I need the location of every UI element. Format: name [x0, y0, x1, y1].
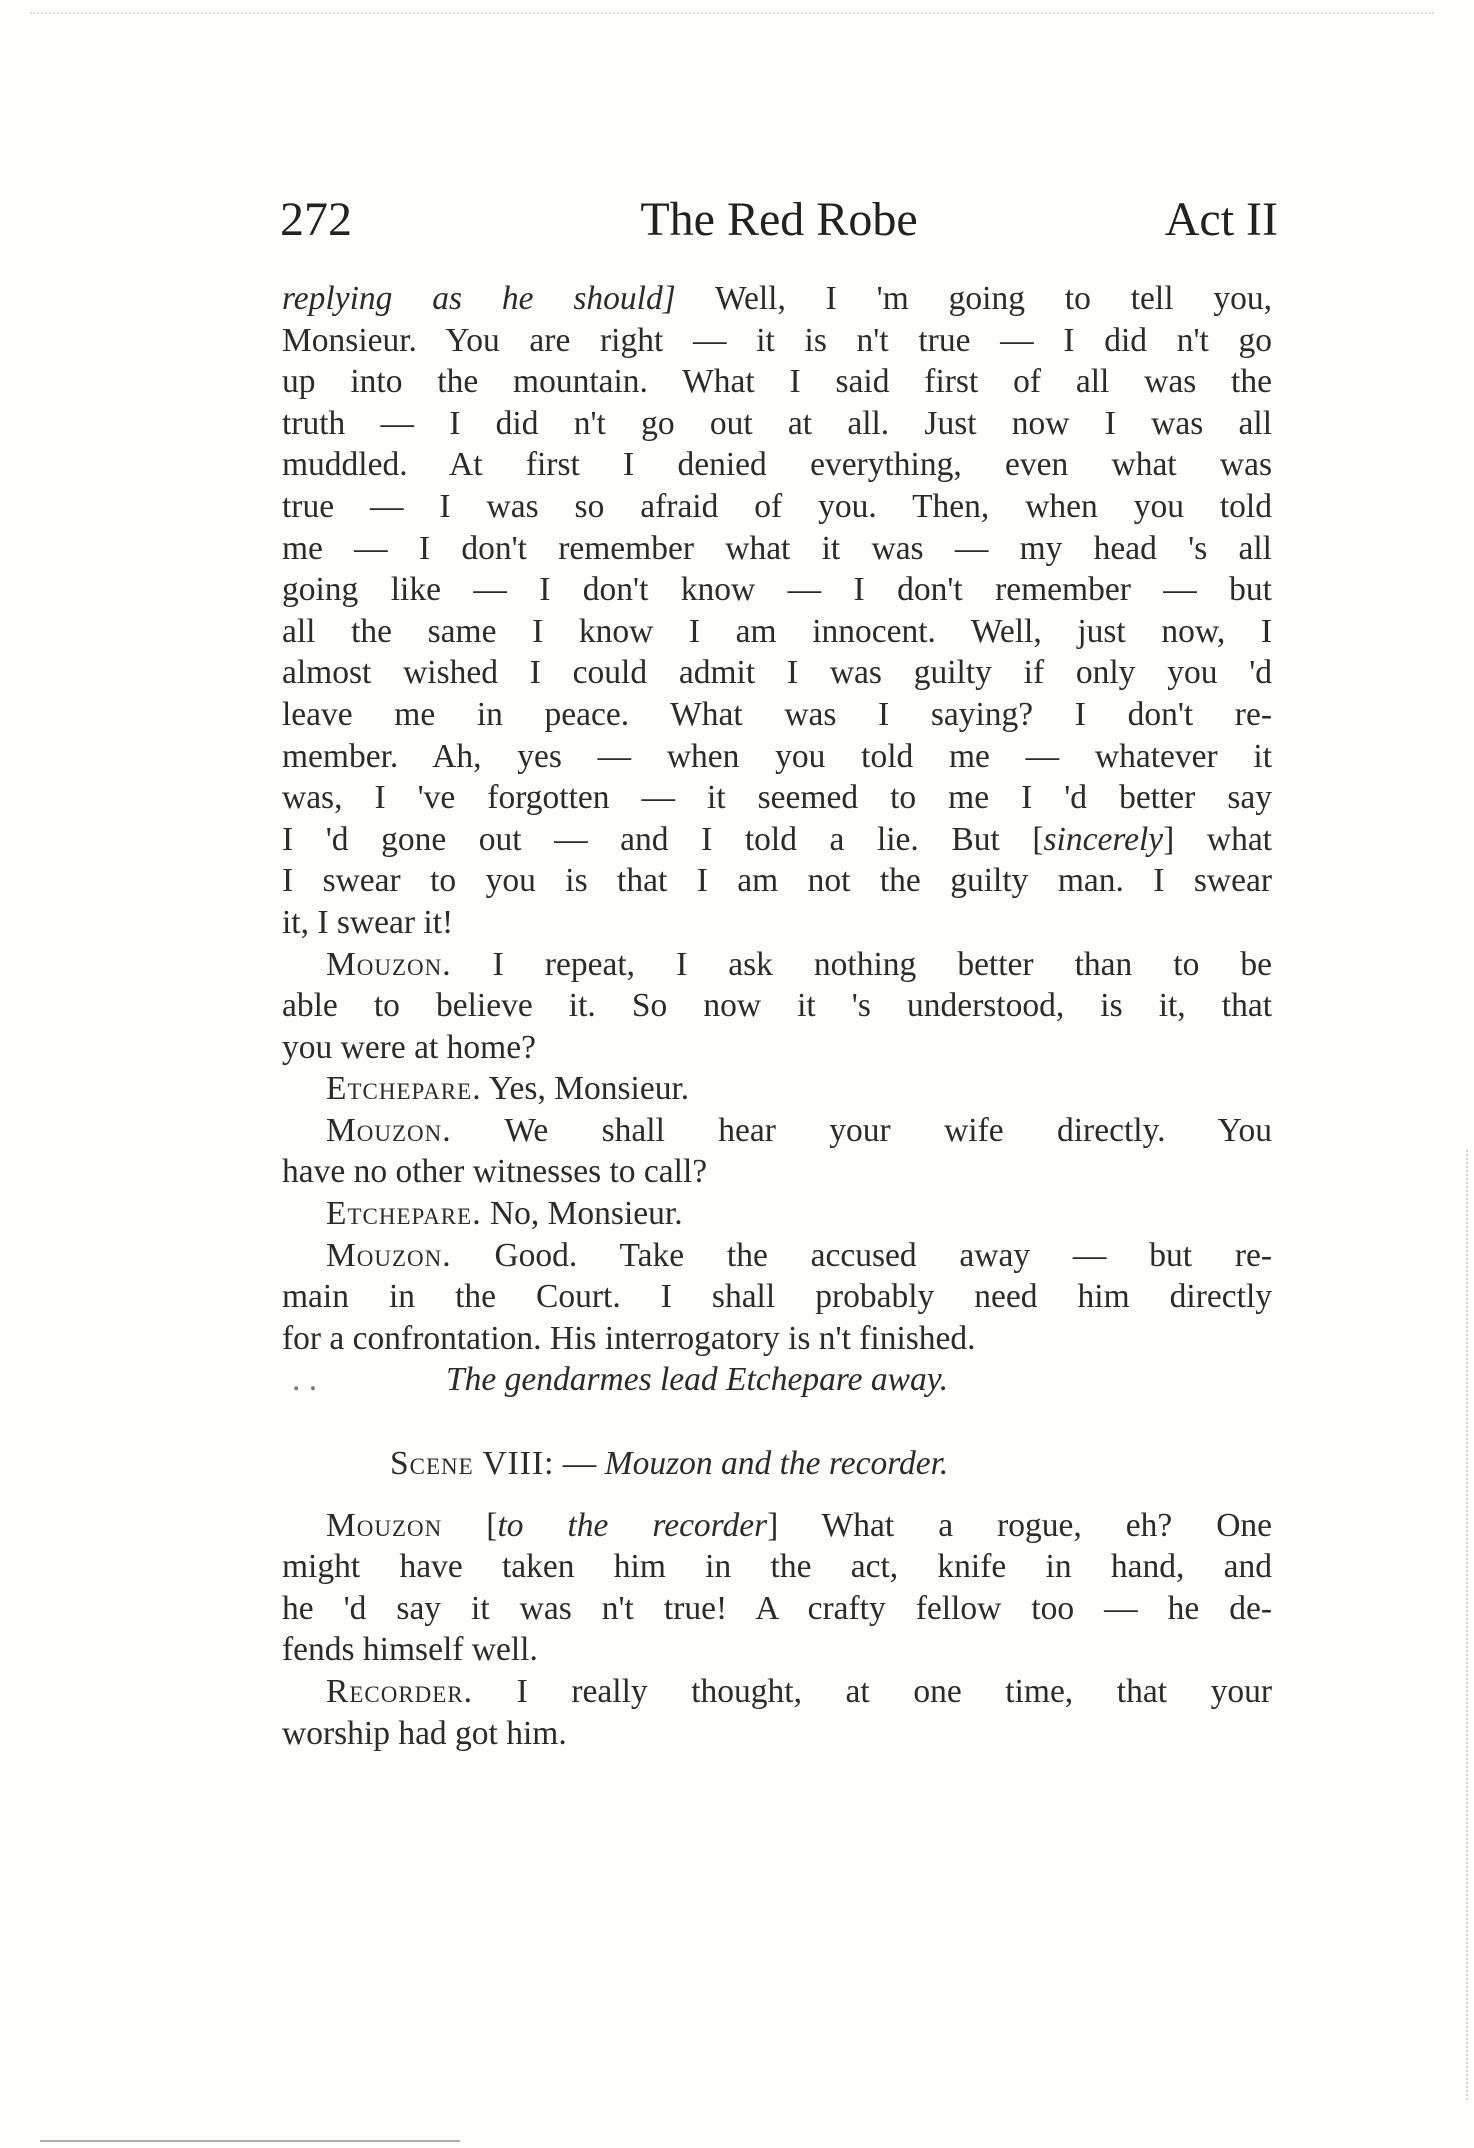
text-line: up into the mountain. What I said first of all was the: [282, 363, 1272, 401]
stage-direction: . . The gendarmes lead Etchepare away.: [282, 1359, 1272, 1401]
text-line: for a confrontation. His interrogatory is n't finished.: [282, 1319, 976, 1357]
page-header: [280, 190, 1278, 250]
running-title: The Red Robe: [640, 193, 918, 246]
text-line: was, I 've forgotten — it seemed to me I 'd better say: [282, 779, 1272, 817]
text-line: Mouzon. I repeat, I ask nothing better than to be: [326, 945, 1272, 983]
speaker-name: Etchepare.: [326, 1070, 482, 1108]
scene-description: Mouzon and the recorder.: [604, 1445, 949, 1483]
text-line: I swear to you is that I am not the guilty man. I swear: [282, 862, 1272, 900]
text-line: muddled. At first I denied everything, even what was: [282, 446, 1272, 484]
act-label: Act II: [1164, 193, 1278, 246]
text-line: main in the Court. I shall probably need him directly: [282, 1278, 1272, 1316]
speaker-name: Etchepare.: [326, 1195, 482, 1233]
text-line: worship had got him.: [282, 1714, 567, 1752]
stage-aside: replying as he should]: [282, 280, 676, 317]
speaker-name: Mouzon.: [326, 1111, 452, 1149]
top-edge-speckle: [30, 12, 1434, 22]
text-line: Mouzon. We shall hear your wife directly. You: [326, 1111, 1272, 1149]
stage-aside: sincerely: [1043, 820, 1164, 858]
text-line: able to believe it. So now it 's understood, is it, that: [282, 987, 1272, 1025]
text-line: replying as he should] Well, I 'm going to tell you,: [282, 280, 1272, 317]
page-number: 272: [280, 193, 352, 246]
text-line: leave me in peace. What was I saying? I don't re-: [282, 695, 1272, 733]
speaker-name: Recorder.: [326, 1673, 474, 1710]
text-line: I 'd gone out — and I told a lie. But [sincerely] what: [282, 820, 1272, 858]
right-edge-speckle: [1460, 1150, 1468, 2100]
text-line: you were at home?: [282, 1028, 536, 1066]
scene-label: Scene VIII:: [390, 1445, 555, 1483]
stray-dots: . .: [292, 1361, 318, 1399]
speaker-name: Mouzon: [326, 1506, 443, 1544]
text-line: me — I don't remember what it was — my head 's all: [282, 529, 1272, 567]
text-line: might have taken him in the act, knife in hand, and: [282, 1548, 1272, 1586]
scene-heading: Scene VIII: — Mouzon and the recorder.: [390, 1445, 949, 1483]
text-line: all the same I know I am innocent. Well, just now, I: [282, 612, 1272, 650]
speaker-name: Mouzon.: [326, 1236, 452, 1274]
text-line: Mouzon. Good. Take the accused away — but re-: [326, 1236, 1272, 1274]
bottom-edge-line: [40, 2140, 460, 2142]
text-line: Etchepare. Yes, Monsieur.: [326, 1070, 690, 1108]
text-line: Mouzon [to the recorder] What a rogue, eh? One: [326, 1506, 1273, 1544]
body-text: [282, 278, 1272, 1754]
text-line: Etchepare. No, Monsieur.: [326, 1195, 683, 1233]
text-line: have no other witnesses to call?: [282, 1153, 708, 1191]
text-line: he 'd say it was n't true! A crafty fellow too — he de-: [282, 1589, 1272, 1627]
text-line: truth — I did n't go out at all. Just now I was all: [282, 404, 1272, 442]
speaker-name: Mouzon.: [326, 945, 452, 983]
text-line: going like — I don't know — I don't remember — but: [282, 571, 1272, 609]
text-line: fends himself well.: [282, 1631, 538, 1669]
text-line: member. Ah, yes — when you told me — whatever it: [282, 737, 1272, 775]
stage-aside: to the recorder: [497, 1506, 768, 1544]
text-line: Recorder. I really thought, at one time, that your: [326, 1673, 1272, 1710]
text-line: true — I was so afraid of you. Then, when you told: [282, 487, 1272, 525]
text-line: it, I swear it!: [282, 903, 454, 941]
text-line: almost wished I could admit I was guilty if only you 'd: [282, 654, 1272, 692]
text-line: Monsieur. You are right — it is n't true — I did n't go: [282, 321, 1272, 359]
